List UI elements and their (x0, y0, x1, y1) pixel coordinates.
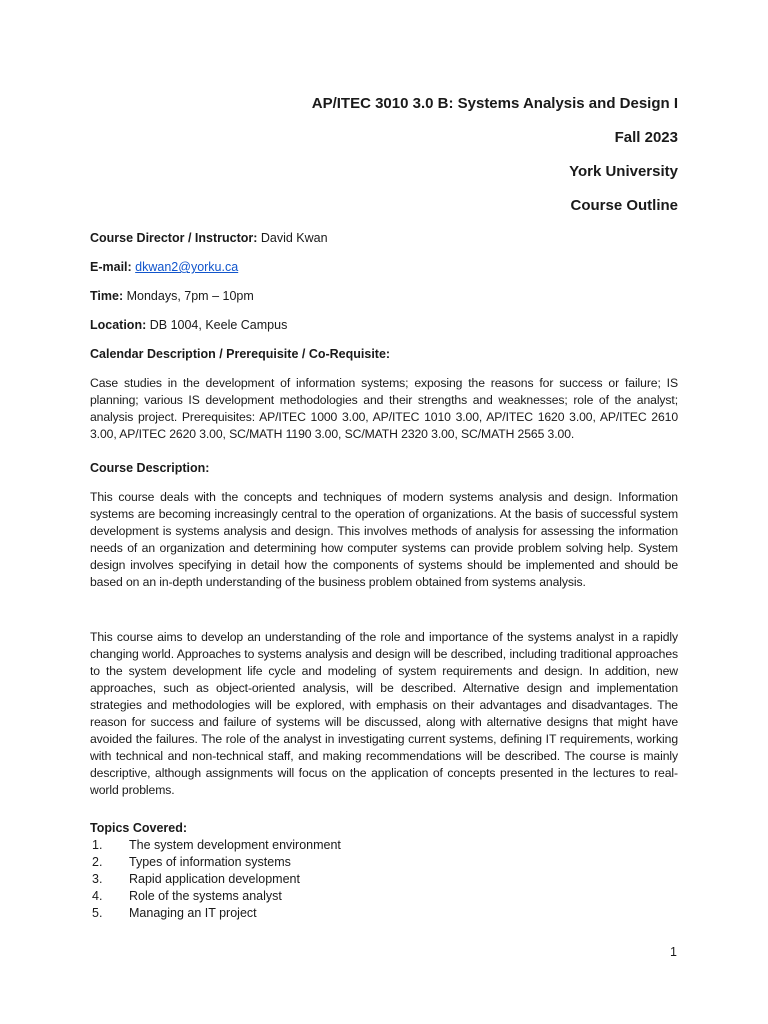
time-label: Time: (90, 289, 124, 303)
director-line (90, 230, 328, 247)
calendar-description: Case studies in the development of information systems; exposing the reasons for success or failure; IS planning; various IS development methodologies and their strengths and weaknesses; role of the analyst; analysis project. Prerequisites: AP/ITEC 1000 3.00, AP/ITEC 1010 3.00, AP/ITEC 1620 3.00, AP/ITEC 2610 3.00, AP/ITEC 2620 3.00, SC/MATH 1190 3.00, SC/MATH 2320 3.00, SC/MATH 2565 3.00. (90, 376, 678, 441)
location-value: DB 1004, Keele Campus (149, 318, 288, 332)
course-description-paragraph-2: This course aims to develop an understanding of the role and importance of the systems analyst in a rapidly changing world. Approaches to systems analysis and design will be described, including traditional approaches to the system development life cycle and modeling of system requirements and design. In addition, new approaches, such as object-oriented analysis, will be described. Alternative design and implementation strategies and methodologies will be explored, with emphasis on their advantages and disadvantages. The reason for success and failure of systems will be discussed, along with alternative designs that might have avoided the failures. The role of the analyst in investigating current systems, defining IT requirements, working with technical and non-technical staff, and making recommendations will be described. The course is mainly descriptive, although assignments will focus on the application of concepts presented in the lectures to real-world problems. (90, 630, 678, 797)
course-description-paragraph-1: This course deals with the concepts and techniques of modern systems analysis and design. Information systems are becoming increasingly central to the operation of organizations. At the basis of successful system development is systems analysis and design. This involves methods of analysis for assessing the information needs of an organization and determining how computer systems can provide problem solving help. System design involves specifying in detail how the components of systems should be implemented and should be based on an in-depth understanding of the business problem obtained from systems analysis. (90, 490, 678, 589)
location-line (90, 317, 287, 334)
topics-list (90, 837, 341, 922)
email-label: E-mail: (90, 260, 132, 274)
list-item (90, 905, 341, 922)
item-label: Managing an IT project (129, 906, 257, 920)
list-item (90, 854, 341, 871)
item-number: 1. (92, 838, 103, 852)
item-label: Rapid application development (129, 872, 300, 886)
item-label: Role of the systems analyst (129, 889, 282, 903)
topics-heading: Topics Covered: (90, 821, 188, 835)
list-item (90, 871, 341, 888)
location-label: Location: (90, 318, 147, 332)
term: Fall 2023 (614, 129, 678, 146)
email-line (90, 259, 238, 276)
calendar-heading: Calendar Description / Prerequisite / Co-Requisite: (90, 347, 391, 361)
item-label: The system development environment (129, 838, 341, 852)
time-line (90, 288, 254, 305)
university: York University (569, 163, 678, 180)
item-number: 3. (92, 872, 103, 886)
course-title: AP/ITEC 3010 3.0 B: Systems Analysis and Design I (311, 95, 678, 112)
director-label: Course Director / Instructor: (90, 231, 258, 245)
item-label: Types of information systems (129, 855, 291, 869)
course-description-heading: Course Description: (90, 461, 210, 475)
time-value: Mondays, 7pm – 10pm (126, 289, 254, 303)
list-item (90, 888, 341, 905)
email-link[interactable]: dkwan2@yorku.ca (135, 260, 239, 274)
item-number: 2. (92, 855, 103, 869)
document-type: Course Outline (570, 197, 678, 214)
list-item (90, 837, 341, 854)
director-value: David Kwan (260, 231, 328, 245)
item-number: 4. (92, 889, 103, 903)
page-number: 1 (670, 945, 677, 959)
item-number: 5. (92, 906, 103, 920)
